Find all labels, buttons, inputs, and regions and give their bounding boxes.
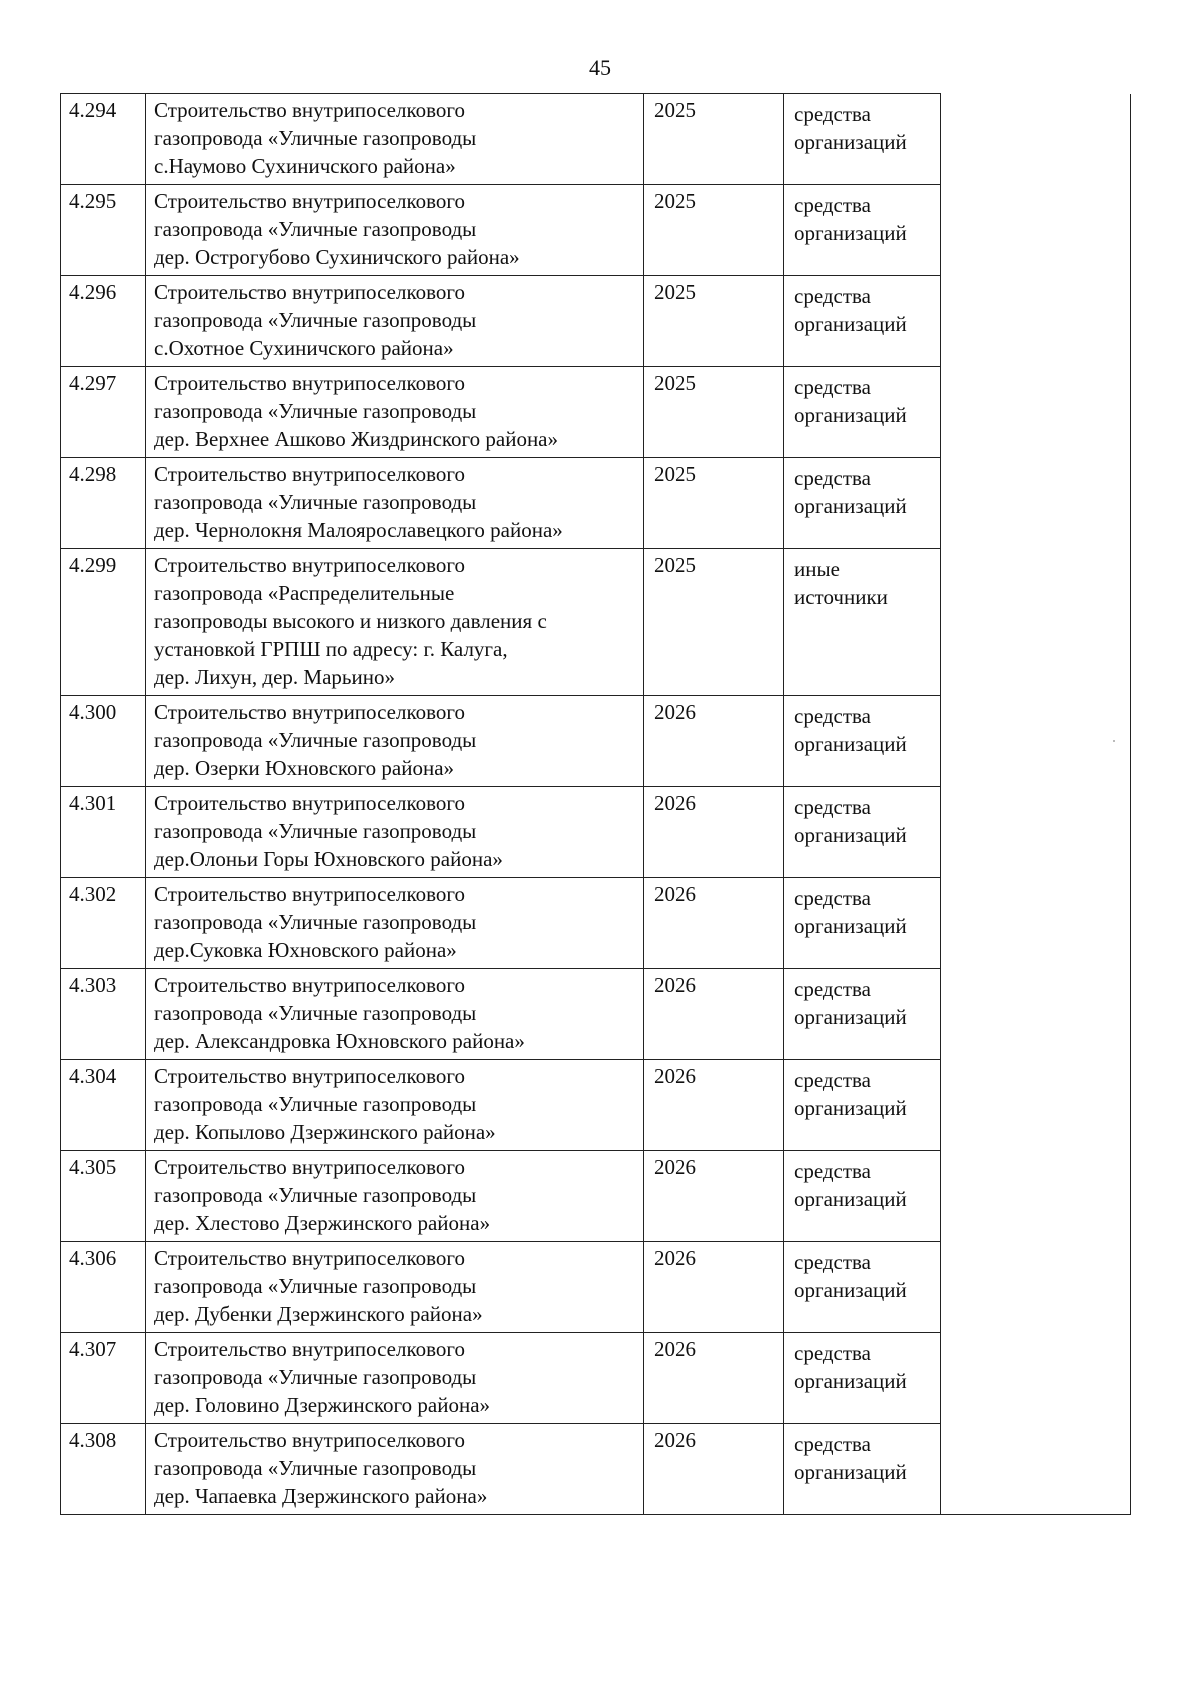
- description-line: дер. Чапаевка Дзержинского района»: [154, 1484, 488, 1508]
- row-funding-source: [784, 878, 941, 969]
- row-funding-source: [784, 1424, 941, 1515]
- row-number: 4.302: [61, 878, 146, 969]
- funding-source-line: средства: [794, 284, 872, 308]
- row-empty-cell: [941, 1242, 1131, 1333]
- row-description: [146, 969, 644, 1060]
- description-line: газопровода «Уличные газопроводы: [154, 217, 477, 241]
- funding-source-line: организаций: [794, 914, 907, 938]
- row-year: 2025: [644, 367, 784, 458]
- row-number: 4.296: [61, 276, 146, 367]
- page-number: 45: [589, 55, 611, 80]
- funding-source-line: средства: [794, 1432, 872, 1456]
- description-line: с.Наумово Сухиничского района»: [154, 154, 456, 178]
- row-description: [146, 878, 644, 969]
- table-row: [61, 696, 1131, 787]
- funding-source-line: организаций: [794, 1005, 907, 1029]
- funding-source-line: средства: [794, 704, 872, 728]
- description-line: дер. Лихун, дер. Марьино»: [154, 665, 395, 689]
- row-funding-source: [784, 94, 941, 185]
- description-line: Строительство внутрипоселкового: [154, 973, 465, 997]
- description-line: газопровода «Уличные газопроводы: [154, 819, 477, 843]
- description-line: газопровода «Уличные газопроводы: [154, 1001, 477, 1025]
- row-funding-source: [784, 696, 941, 787]
- description-line: дер. Острогубово Сухиничского района»: [154, 245, 520, 269]
- table-row: [61, 787, 1131, 878]
- description-line: газопровода «Распределительные: [154, 581, 455, 605]
- funding-source-line: средства: [794, 102, 872, 126]
- funding-source-line: средства: [794, 466, 872, 490]
- row-year: 2025: [644, 185, 784, 276]
- funding-source-line: организаций: [794, 130, 907, 154]
- description-line: газопровода «Уличные газопроводы: [154, 1274, 477, 1298]
- gas-pipeline-table: [60, 93, 1131, 1515]
- description-line: Строительство внутрипоселкового: [154, 462, 465, 486]
- table-row: [61, 94, 1131, 185]
- description-line: Строительство внутрипоселкового: [154, 1064, 465, 1088]
- table-row: [61, 1333, 1131, 1424]
- funding-source-line: организаций: [794, 221, 907, 245]
- row-empty-cell: [941, 1060, 1131, 1151]
- row-number: 4.304: [61, 1060, 146, 1151]
- row-number: 4.301: [61, 787, 146, 878]
- description-line: Строительство внутрипоселкового: [154, 700, 465, 724]
- row-number: 4.307: [61, 1333, 146, 1424]
- table-row: [61, 276, 1131, 367]
- description-line: газопроводы высокого и низкого давления с: [154, 609, 547, 633]
- row-empty-cell: [941, 367, 1131, 458]
- table-row: [61, 458, 1131, 549]
- row-empty-cell: [941, 878, 1131, 969]
- row-empty-cell: [941, 94, 1131, 185]
- description-line: газопровода «Уличные газопроводы: [154, 126, 477, 150]
- row-funding-source: [784, 787, 941, 878]
- funding-source-line: организаций: [794, 312, 907, 336]
- row-empty-cell: [941, 1151, 1131, 1242]
- funding-source-line: организаций: [794, 1369, 907, 1393]
- row-number: 4.306: [61, 1242, 146, 1333]
- description-line: установкой ГРПШ по адресу: г. Калуга,: [154, 637, 508, 661]
- description-line: дер. Озерки Юхновского района»: [154, 756, 455, 780]
- description-line: Строительство внутрипоселкового: [154, 98, 465, 122]
- row-funding-source: [784, 367, 941, 458]
- row-number: 4.308: [61, 1424, 146, 1515]
- description-line: Строительство внутрипоселкового: [154, 1155, 465, 1179]
- row-year: 2026: [644, 1151, 784, 1242]
- description-line: дер. Верхнее Ашково Жиздринского района»: [154, 427, 559, 451]
- row-empty-cell: [941, 185, 1131, 276]
- row-year: 2026: [644, 1333, 784, 1424]
- funding-source-line: иные: [794, 557, 840, 581]
- row-year: 2025: [644, 458, 784, 549]
- funding-source-line: организаций: [794, 494, 907, 518]
- description-line: Строительство внутрипоселкового: [154, 1337, 465, 1361]
- description-line: Строительство внутрипоселкового: [154, 1246, 465, 1270]
- description-line: Строительство внутрипоселкового: [154, 280, 465, 304]
- row-funding-source: [784, 969, 941, 1060]
- description-line: с.Охотное Сухиничского района»: [154, 336, 454, 360]
- funding-source-line: средства: [794, 1341, 872, 1365]
- description-line: газопровода «Уличные газопроводы: [154, 910, 477, 934]
- table-row: [61, 1151, 1131, 1242]
- description-line: дер.Суковка Юхновского района»: [154, 938, 457, 962]
- row-description: [146, 1242, 644, 1333]
- funding-source-line: организаций: [794, 823, 907, 847]
- row-number: 4.297: [61, 367, 146, 458]
- row-description: [146, 549, 644, 696]
- description-line: дер. Хлестово Дзержинского района»: [154, 1211, 491, 1235]
- row-number: 4.295: [61, 185, 146, 276]
- row-year: 2025: [644, 549, 784, 696]
- description-line: Строительство внутрипоселкового: [154, 371, 465, 395]
- row-year: 2026: [644, 1242, 784, 1333]
- description-line: газопровода «Уличные газопроводы: [154, 728, 477, 752]
- funding-source-line: организаций: [794, 732, 907, 756]
- table-row: [61, 367, 1131, 458]
- row-number: 4.303: [61, 969, 146, 1060]
- row-empty-cell: [941, 696, 1131, 787]
- row-funding-source: [784, 1242, 941, 1333]
- description-line: газопровода «Уличные газопроводы: [154, 1456, 477, 1480]
- row-number: 4.300: [61, 696, 146, 787]
- description-line: Строительство внутрипоселкового: [154, 1428, 465, 1452]
- description-line: Строительство внутрипоселкового: [154, 791, 465, 815]
- row-funding-source: [784, 185, 941, 276]
- row-description: [146, 696, 644, 787]
- row-description: [146, 1060, 644, 1151]
- funding-source-line: средства: [794, 886, 872, 910]
- row-number: 4.294: [61, 94, 146, 185]
- description-line: Строительство внутрипоселкового: [154, 553, 465, 577]
- row-year: 2026: [644, 787, 784, 878]
- funding-source-line: источники: [794, 585, 888, 609]
- row-funding-source: [784, 549, 941, 696]
- funding-source-line: организаций: [794, 1278, 907, 1302]
- row-empty-cell: [941, 787, 1131, 878]
- row-empty-cell: [941, 969, 1131, 1060]
- table-row: [61, 1060, 1131, 1151]
- description-line: газопровода «Уличные газопроводы: [154, 399, 477, 423]
- description-line: газопровода «Уличные газопроводы: [154, 1365, 477, 1389]
- funding-source-line: средства: [794, 1250, 872, 1274]
- row-description: [146, 1333, 644, 1424]
- row-empty-cell: [941, 1424, 1131, 1515]
- funding-source-line: средства: [794, 193, 872, 217]
- funding-source-line: организаций: [794, 1096, 907, 1120]
- row-funding-source: [784, 458, 941, 549]
- table-row: [61, 1242, 1131, 1333]
- row-funding-source: [784, 1060, 941, 1151]
- funding-source-line: средства: [794, 1159, 872, 1183]
- row-number: 4.298: [61, 458, 146, 549]
- funding-source-line: организаций: [794, 1460, 907, 1484]
- description-line: Строительство внутрипоселкового: [154, 189, 465, 213]
- row-funding-source: [784, 1151, 941, 1242]
- description-line: дер.Олоньи Горы Юхновского района»: [154, 847, 503, 871]
- scan-dot: [1113, 740, 1115, 742]
- row-description: [146, 787, 644, 878]
- row-description: [146, 367, 644, 458]
- row-number: 4.305: [61, 1151, 146, 1242]
- row-year: 2026: [644, 878, 784, 969]
- description-line: дер. Чернолокня Малоярославецкого района»: [154, 518, 563, 542]
- funding-source-line: средства: [794, 375, 872, 399]
- description-line: Строительство внутрипоселкового: [154, 882, 465, 906]
- row-empty-cell: [941, 549, 1131, 696]
- description-line: газопровода «Уличные газопроводы: [154, 1183, 477, 1207]
- row-year: 2026: [644, 1060, 784, 1151]
- description-line: дер. Головино Дзержинского района»: [154, 1393, 491, 1417]
- row-year: 2026: [644, 1424, 784, 1515]
- row-funding-source: [784, 1333, 941, 1424]
- row-funding-source: [784, 276, 941, 367]
- row-description: [146, 276, 644, 367]
- table-row: [61, 969, 1131, 1060]
- row-empty-cell: [941, 276, 1131, 367]
- row-year: 2025: [644, 94, 784, 185]
- row-empty-cell: [941, 458, 1131, 549]
- row-description: [146, 1424, 644, 1515]
- row-year: 2025: [644, 276, 784, 367]
- funding-source-line: организаций: [794, 1187, 907, 1211]
- description-line: газопровода «Уличные газопроводы: [154, 308, 477, 332]
- funding-source-line: средства: [794, 977, 872, 1001]
- row-number: 4.299: [61, 549, 146, 696]
- funding-source-line: организаций: [794, 403, 907, 427]
- row-empty-cell: [941, 1333, 1131, 1424]
- description-line: дер. Копылово Дзержинского района»: [154, 1120, 496, 1144]
- description-line: дер. Александровка Юхновского района»: [154, 1029, 525, 1053]
- row-year: 2026: [644, 969, 784, 1060]
- row-description: [146, 94, 644, 185]
- table-row: [61, 878, 1131, 969]
- row-description: [146, 1151, 644, 1242]
- table-row: [61, 1424, 1131, 1515]
- description-line: газопровода «Уличные газопроводы: [154, 490, 477, 514]
- funding-source-line: средства: [794, 795, 872, 819]
- description-line: газопровода «Уличные газопроводы: [154, 1092, 477, 1116]
- funding-source-line: средства: [794, 1068, 872, 1092]
- table-row: [61, 549, 1131, 696]
- row-description: [146, 185, 644, 276]
- row-description: [146, 458, 644, 549]
- description-line: дер. Дубенки Дзержинского района»: [154, 1302, 483, 1326]
- row-year: 2026: [644, 696, 784, 787]
- table-row: [61, 185, 1131, 276]
